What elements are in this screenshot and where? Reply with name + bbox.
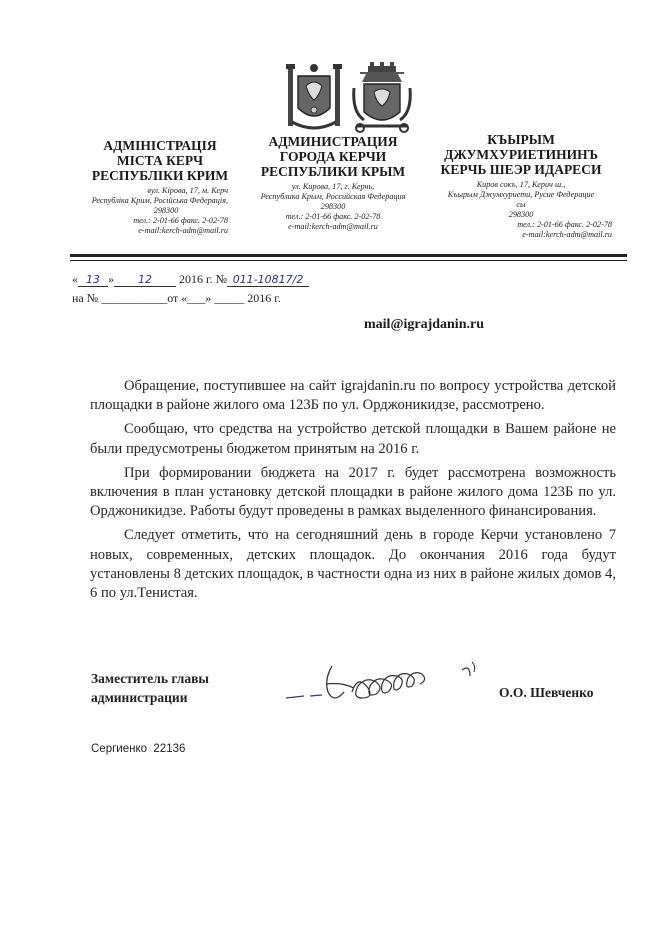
header-ua-address-line: Республіка Крим, Російська Федерація, <box>91 196 228 205</box>
reg-number: 011-10817/2 <box>227 273 309 287</box>
body-paragraph: При формировании бюджета на 2017 г. будет рассмотрена возможность включения в план установку детской площадки в районе жилого дома 123Б по ул. Орджоникидзе. Работы будут проведены в рамках выделенного финансирования. <box>90 464 616 520</box>
registration-line-2: на № ___________от «___» _____ 2016 г. <box>72 291 281 305</box>
reg-year-number-label: 2016 г. № <box>179 272 228 286</box>
reg-quote-close: » <box>108 272 114 286</box>
header-divider-thick <box>70 254 627 257</box>
header-ru-address-line: ул. Кирова, 17, г. Керчь, <box>291 182 375 191</box>
header-ru-title <box>258 134 408 179</box>
handwritten-signature-icon <box>282 652 492 710</box>
header-ua-title <box>80 138 240 183</box>
header-crh-address-line: Киров сокъ, 17, Керич ш., <box>476 180 566 189</box>
header-crh-title-line: ДЖУМХУРИЕТИНИНЪ <box>444 147 598 162</box>
header-ua-address <box>70 186 228 236</box>
header-crh-title-line: КЪЫРЫМ <box>487 132 555 147</box>
header-ua-address-line: 298300 <box>153 206 179 215</box>
header-crh-title <box>436 132 606 177</box>
body-paragraph: Следует отметить, что на сегодняшний день в городе Керчи установлено 7 новых, современных, детских площадок. До окончания 2016 года будут установлены 8 детских площадок, в частности одна из них в районе жилых домов 4, 6 по ул.Тенистая. <box>90 527 616 602</box>
header-ru-title-line: ГОРОДА КЕРЧИ <box>279 149 387 164</box>
signatory-position <box>91 669 209 707</box>
registration-line-1 <box>72 272 352 287</box>
header-crh-address-line: тел.: 2-01-66 факс. 2-02-78 <box>517 220 612 229</box>
header-ua-title-line: АДМІНІСТРАЦІЯ <box>103 138 217 153</box>
header-ru-address-line: e-mail:kerch-adm@mail.ru <box>288 222 378 231</box>
body-paragraph: Обращение, поступившее на сайт igrajdanin.ru по вопросу устройства детской площадки в районе жилого ома 123Б по ул. Орджоникидзе, рассмотрено. <box>90 378 616 414</box>
header-crh-title-line: КЕРЧЬ ШЕЭР ИДАРЕСИ <box>440 162 602 177</box>
header-ua-address-line: вул. Кірова, 17, м. Керч <box>147 186 228 195</box>
signatory-position-line: администрации <box>91 690 188 705</box>
signatory-position-line: Заместитель главы <box>91 671 209 686</box>
letter-body <box>90 377 616 608</box>
header-ua-title-line: РЕСПУБЛІКИ КРИМ <box>91 168 229 183</box>
header-ua-address-line: e-mail:kerch-adm@mail.ru <box>138 226 228 235</box>
body-paragraph: Сообщаю, что средства на устройство детской площадки в Вашем районе не были предусмотрены бюджетом принятым на 2016 г. <box>90 421 616 457</box>
reg-month: 12 <box>114 273 176 287</box>
executor-info: Сергиенко 22136 <box>91 743 186 755</box>
header-ru-address-line: тел.: 2-01-66 факс. 2-02-78 <box>285 212 381 221</box>
recipient-email: mail@igrajdanin.ru <box>364 317 484 332</box>
header-ru-title-line: АДМИНИСТРАЦИЯ <box>268 134 398 149</box>
reg-quote-open: « <box>72 272 78 286</box>
header-crh-address-line: Къырым Джумхуриети, Русие Федерацие <box>447 190 595 199</box>
header-divider-thin <box>70 260 627 261</box>
header-ua-title-line: МІСТА КЕРЧ <box>116 153 204 168</box>
crimea-coat-of-arms-icon <box>284 62 344 134</box>
kerch-coat-of-arms-icon <box>350 62 414 134</box>
reg-day: 13 <box>78 273 108 287</box>
header-crh-address-line: 298300 <box>508 210 534 219</box>
header-ua-address-line: тел.: 2-01-66 факс. 2-02-78 <box>133 216 228 225</box>
signatory-name: О.О. Шевченко <box>499 685 594 700</box>
header-ru-title-line: РЕСПУБЛИКИ КРЫМ <box>260 164 406 179</box>
header-crh-address-line: сы <box>516 200 526 209</box>
header-crh-address <box>430 180 612 240</box>
header-ru-address-line: 298300 <box>320 202 346 211</box>
header-ru-address-line: Республика Крым, Российская Федерация <box>260 192 406 201</box>
header-crh-address-line: e-mail:kerch-adm@mail.ru <box>522 230 612 239</box>
header-ru-address <box>252 182 414 232</box>
